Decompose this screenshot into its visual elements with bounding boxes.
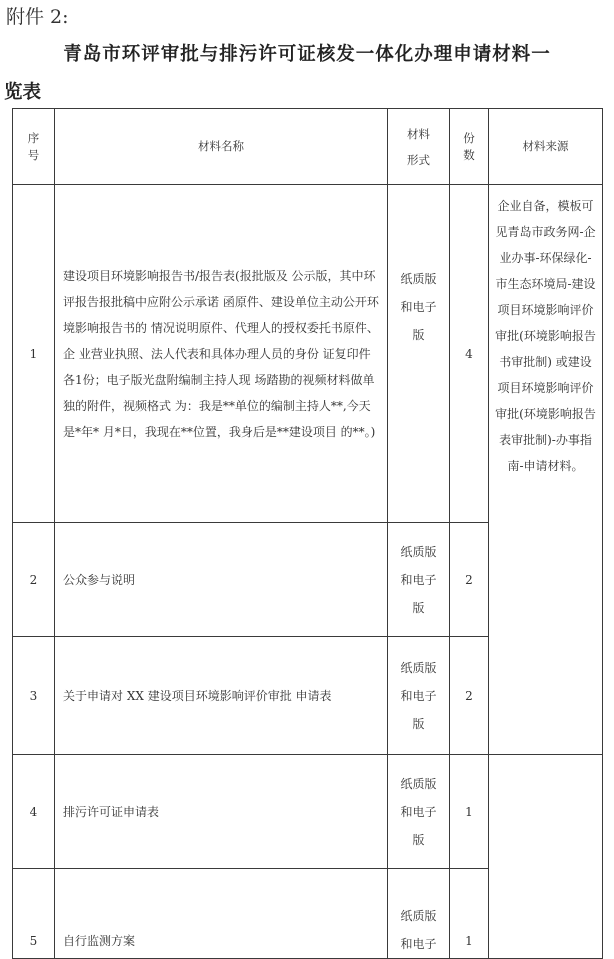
row-no: 4 — [13, 755, 55, 869]
source-cell-empty — [489, 755, 603, 959]
row-form: 纸质版和电子版 — [388, 637, 450, 755]
material-source: 企业自备，模板可见青岛市政务网-企业办事-环保绿化-市生态环境局-建设项目环境影响评价审批(环境影响报告书审批制) 或建设项目环境影响评价审批(环境影响报告表审批制)-办事指南-申请材料。 — [489, 185, 603, 755]
attachment-label: 附件 2: — [6, 6, 69, 28]
row-form: 纸质版和电子版 — [388, 523, 450, 637]
row-count: 2 — [450, 637, 489, 755]
header-form: 材料形式 — [388, 109, 450, 185]
header-count: 份数 — [450, 109, 489, 185]
row-count: 2 — [450, 523, 489, 637]
row-count: 1 — [450, 869, 489, 959]
row-count: 4 — [450, 185, 489, 523]
row-name: 公众参与说明 — [55, 523, 388, 637]
row-form: 纸质版和电子版 — [388, 185, 450, 523]
row-no: 3 — [13, 637, 55, 755]
document-title-continuation: 览表 — [4, 82, 42, 103]
row-no: 1 — [13, 185, 55, 523]
header-no: 序号 — [13, 109, 55, 185]
row-form: 纸质版和电子版 — [388, 755, 450, 869]
row-no: 2 — [13, 523, 55, 637]
row-name: 排污许可证申请表 — [55, 755, 388, 869]
row-name: 建设项目环境影响报告书/报告表(报批版及 公示版，其中环评报告报批稿中应附公示承诺 函原件、建设单位主动公开环境影响报告书的 情况说明原件、代理人的授权委托书原件、企 业营业执照、法人代表和具体办理人员的身份 证复印件各1份；电子版光盘附编制主持人现 场踏勘的视频材料做单独的附件，视频格式 为：我是**单位的编制主持人**,今天是*年* 月*日，我现在**位置，我身后是**建设项目 的**。) — [55, 185, 388, 523]
row-count: 1 — [450, 755, 489, 869]
header-name: 材料名称 — [55, 109, 388, 185]
document-title: 青岛市环评审批与排污许可证核发一体化办理申请材料一 — [63, 44, 551, 65]
row-name: 关于申请对 XX 建设项目环境影响评价审批 申请表 — [55, 637, 388, 755]
table-header-row — [13, 109, 603, 185]
row-name: 自行监测方案 — [55, 869, 388, 959]
row-form: 纸质版和电子 — [388, 869, 450, 959]
materials-table — [12, 108, 603, 959]
header-source: 材料来源 — [489, 109, 603, 185]
table-row — [13, 755, 603, 869]
table-row — [13, 185, 603, 523]
row-no: 5 — [13, 869, 55, 959]
